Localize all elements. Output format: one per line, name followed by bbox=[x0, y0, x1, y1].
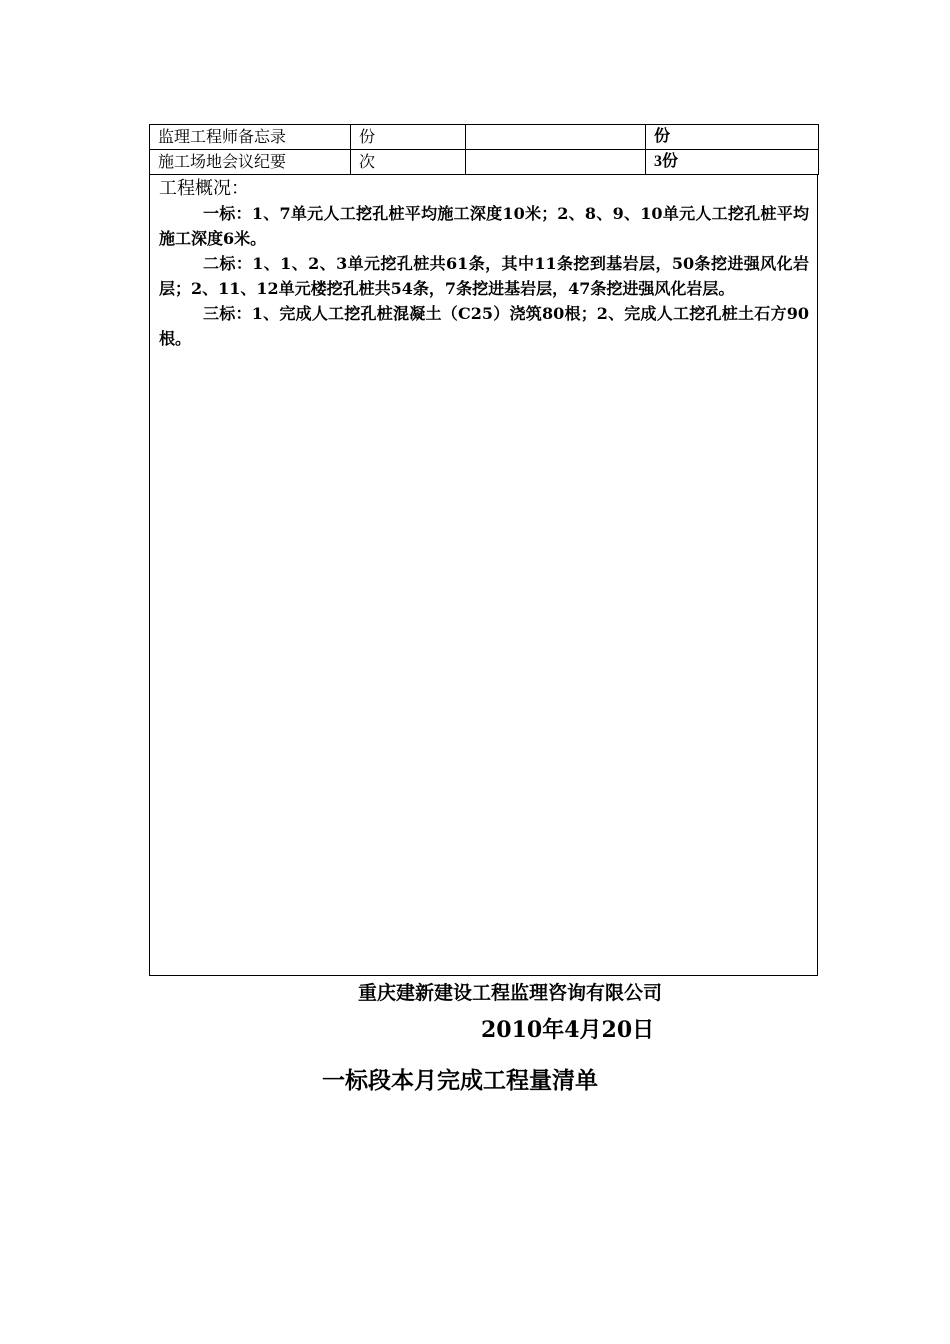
row-copies-cell: 份 bbox=[646, 125, 819, 150]
section-title: 一标段本月完成工程量清单 bbox=[322, 1067, 598, 1094]
project-overview-box bbox=[149, 175, 818, 976]
row-count-cell bbox=[466, 150, 646, 175]
row-name-cell: 监理工程师备忘录 bbox=[150, 125, 351, 150]
overview-section-3: 三标：1、完成人工挖孔桩混凝土（C25）浇筑80根；2、完成人工挖孔桩土石方90根。 bbox=[159, 304, 809, 348]
report-date: 2010年4月20日 bbox=[481, 1017, 655, 1043]
report-form bbox=[149, 124, 818, 976]
report-items-table bbox=[149, 124, 819, 175]
table-row bbox=[150, 125, 819, 150]
overview-section-2: 二标：1、1、2、3单元挖孔桩共61条，其中11条挖到基岩层，50条挖进强风化岩层；2、11、12单元楼挖孔桩共54条，7条挖进基岩层，47条挖进强风化岩层。 bbox=[159, 254, 809, 298]
overview-section-1: 一标：1、7单元人工挖孔桩平均施工深度10米；2、8、9、10单元人工挖孔桩平均施工深度6米。 bbox=[159, 204, 809, 248]
row-unit-cell: 份 bbox=[351, 125, 466, 150]
table-row bbox=[150, 150, 819, 175]
row-unit-cell: 次 bbox=[351, 150, 466, 175]
row-name-cell: 施工场地会议纪要 bbox=[150, 150, 351, 175]
company-name: 重庆建新建设工程监理咨询有限公司 bbox=[358, 982, 663, 1004]
overview-title: 工程概况： bbox=[159, 178, 249, 199]
row-copies-cell: 3份 bbox=[646, 150, 819, 175]
row-count-cell bbox=[466, 125, 646, 150]
